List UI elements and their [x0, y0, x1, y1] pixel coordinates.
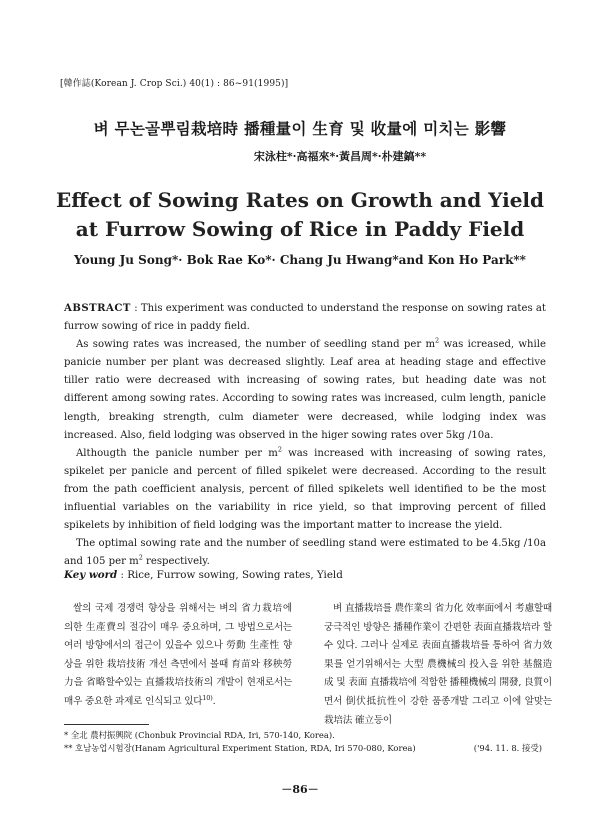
superscript: 2 [277, 445, 282, 454]
keyword-text: Rice, Furrow sowing, Sowing rates, Yield [127, 569, 343, 581]
keywords [64, 569, 343, 581]
abstract-paragraph-1 [64, 300, 546, 336]
reference-marker: 10) [202, 693, 213, 702]
body-left-paragraph [64, 600, 292, 712]
body-left-end: . [212, 695, 216, 707]
abstract-p4-text-b: respectively. [142, 556, 210, 568]
superscript: 2 [435, 336, 440, 345]
journal-citation: [韓作誌(Korean J. Crop Sci.) 40(1) : 86~91(1995)] [60, 79, 289, 89]
received-date: ('94. 11. 8. 接受) [473, 743, 542, 753]
abstract-p3-text-b: was increased with increasing of sowing rates, spikelet per panicle and percent of filled spikelet were decreased. According to the result from the path coefficient analysis, percent of filled spikelets well identified to be the most influential variables on the variability in rice yield, so that improving percent of filled spikelets by inhibition of field lodging was the important matter to increase the yield. [64, 447, 546, 532]
abstract-paragraph-2 [64, 336, 546, 445]
korean-title: 벼 무논골뿌림栽培時 播種量이 生育 및 收量에 미치는 影響 [93, 119, 507, 138]
body-column-right [324, 600, 552, 730]
abstract-paragraph-4 [64, 535, 546, 571]
body-right-paragraph: 벼 直播栽培를 農作業의 省力化 效率面에서 考慮할때 궁극적인 방향은 播種作業이 간편한 表面直播栽培라 할 수 있다. 그러나 실제로 表面直播栽培를 통하여 省力效果를 얻기위해서는 大型 農機械의 投入을 위한 基盤造成 및 表面 直播栽培에 적합한 播種機械의 開發, 良質이면서 倒伏抵抗性이 강한 품종개발 그리고 이에 알맞는 栽培法 確立등이 [324, 603, 552, 726]
english-title [0, 186, 600, 244]
abstract-p2-text-b: was icreased, while panicie number per plant was decreased slightly. Leaf area at heading stage and effective tiller ratio were decreased with increasing of sowing rates, but heading date was not different among sowing rates. According to sowing rates was increased, culm length, panicle length, breaking strength, culm diameter were decreased, while lodging index was increased. Also, field lodging was observed in the higer sowing rates over 5kg /10a. [64, 339, 546, 441]
keyword-sep: : [117, 569, 128, 581]
footnote-1: * 全北 農村振興院 (Chonbuk Provincial RDA, Iri, 570-140, Korea). [64, 730, 335, 740]
abstract-p3-text-a: Althougth the panicle number per m [76, 447, 278, 459]
abstract-label-sep: : [130, 303, 141, 314]
korean-authors: 宋泳柱*·高福來*·黃昌周*·朴建鎬** [253, 150, 427, 163]
footnote-2: ** 호남농업시험장(Hanam Agricultural Experiment Station, RDA, Iri 570-080, Korea) [64, 743, 416, 753]
english-title-line-2: at Furrow Sowing of Rice in Paddy Field [75, 217, 525, 241]
abstract-p2-text-a: As sowing rates was increased, the number of seedling stand per m [76, 339, 436, 351]
superscript: 2 [138, 553, 143, 562]
abstract [64, 300, 546, 571]
abstract-paragraph-3 [64, 445, 546, 535]
abstract-label: ABSTRACT [64, 303, 131, 314]
keyword-label: Key word [64, 569, 118, 581]
english-authors: Young Ju Song*· Bok Rae Ko*· Chang Ju Hwang*and Kon Ho Park** [74, 253, 526, 267]
english-title-line-1: Effect of Sowing Rates on Growth and Yield [55, 188, 545, 212]
body-left-text: 쌀의 국제 경쟁력 향상을 위해서는 벼의 省力栽培에 의한 生產費의 절감이 매우 중요하며, 그 방법으로서는 여러 방향에서의 접근이 있을수 있으나 勞動 生產性 향상을 위한 栽培技術 개선 측면에서 볼때 育苗와 移秧勞力을 省略할수있는 直播栽培技術의 개발이 현재로서는 매우 중요한 과제로 인식되고 있다 [64, 603, 292, 707]
page-number: －86－ [281, 783, 319, 796]
footnote-rule [64, 724, 149, 725]
abstract-p4-text-a: The optimal sowing rate and the number of seedling stand were estimated to be 4.5kg /10a and 105 per m [64, 538, 546, 568]
body-column-left [64, 600, 292, 712]
abstract-p1-text: This experiment was conducted to understand the response on sowing rates at furrow sowing of rice in paddy field. [64, 303, 546, 333]
